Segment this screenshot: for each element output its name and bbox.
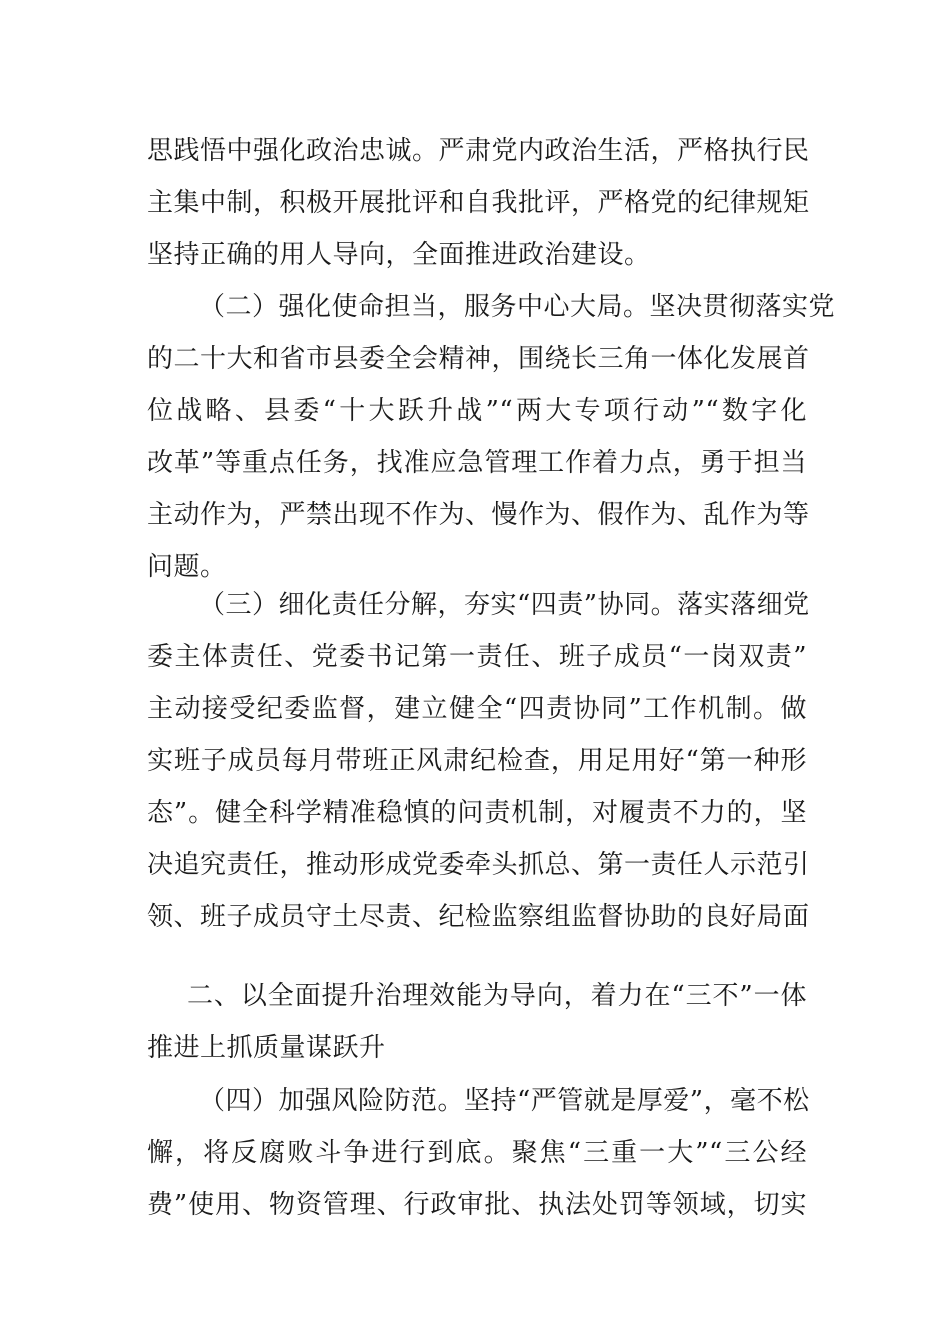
text-line: 费”使用、物资管理、行政审批、执法处罚等领域，切实 xyxy=(147,1190,807,1220)
text-line: （三）细化责任分解，夯实“四责”协同。落实落细党 xyxy=(199,590,810,620)
text-line: 位战略、县委“十大跃升战”“两大专项行动”“数字化 xyxy=(147,396,807,426)
heading-line: 推进上抓质量谋跃升 xyxy=(147,1033,386,1063)
text-line: 改革”等重点任务，找准应急管理工作着力点，勇于担当 xyxy=(147,448,807,478)
text-line: （四）加强风险防范。坚持“严管就是厚爱”，毫不松 xyxy=(199,1086,810,1116)
text-line: 的二十大和省市县委全会精神，围绕长三角一体化发展首 xyxy=(147,344,810,374)
text-line: 思践悟中强化政治忠诚。严肃党内政治生活，严格执行民 xyxy=(147,136,810,166)
paragraph-mission xyxy=(147,281,836,593)
text-line: 主动接受纪委监督，建立健全“四责协同”工作机制。做 xyxy=(147,694,807,724)
text-line: 问题。 xyxy=(147,552,227,582)
heading-line: 二、以全面提升治理效能为导向，着力在“三不”一体 xyxy=(187,981,807,1011)
paragraph-responsibility xyxy=(147,579,810,943)
text-line: 懈，将反腐败斗争进行到底。聚焦“三重一大”“三公经 xyxy=(147,1138,807,1168)
text-line: 决追究责任，推动形成党委牵头抓总、第一责任人示范引 xyxy=(147,850,810,880)
text-line: 领、班子成员守土尽责、纪检监察组监督协助的良好局面 xyxy=(147,902,810,932)
text-line: 实班子成员每月带班正风肃纪检查，用足用好“第一种形 xyxy=(147,746,807,776)
paragraph-risk-prevention xyxy=(147,1075,810,1231)
section-heading xyxy=(147,970,807,1074)
text-line: 坚持正确的用人导向，全面推进政治建设。 xyxy=(147,240,651,270)
text-line: 主集中制，积极开展批评和自我批评，严格党的纪律规矩 xyxy=(147,188,810,218)
text-line: 态”。健全科学精准稳慎的问责机制，对履责不力的，坚 xyxy=(147,798,807,828)
text-line: 委主体责任、党委书记第一责任、班子成员“一岗双责” xyxy=(147,642,807,672)
text-line: （二）强化使命担当，服务中心大局。坚决贯彻落实党 xyxy=(199,292,836,322)
paragraph-political-loyalty xyxy=(147,125,810,281)
text-line: 主动作为，严禁出现不作为、慢作为、假作为、乱作为等 xyxy=(147,500,810,530)
